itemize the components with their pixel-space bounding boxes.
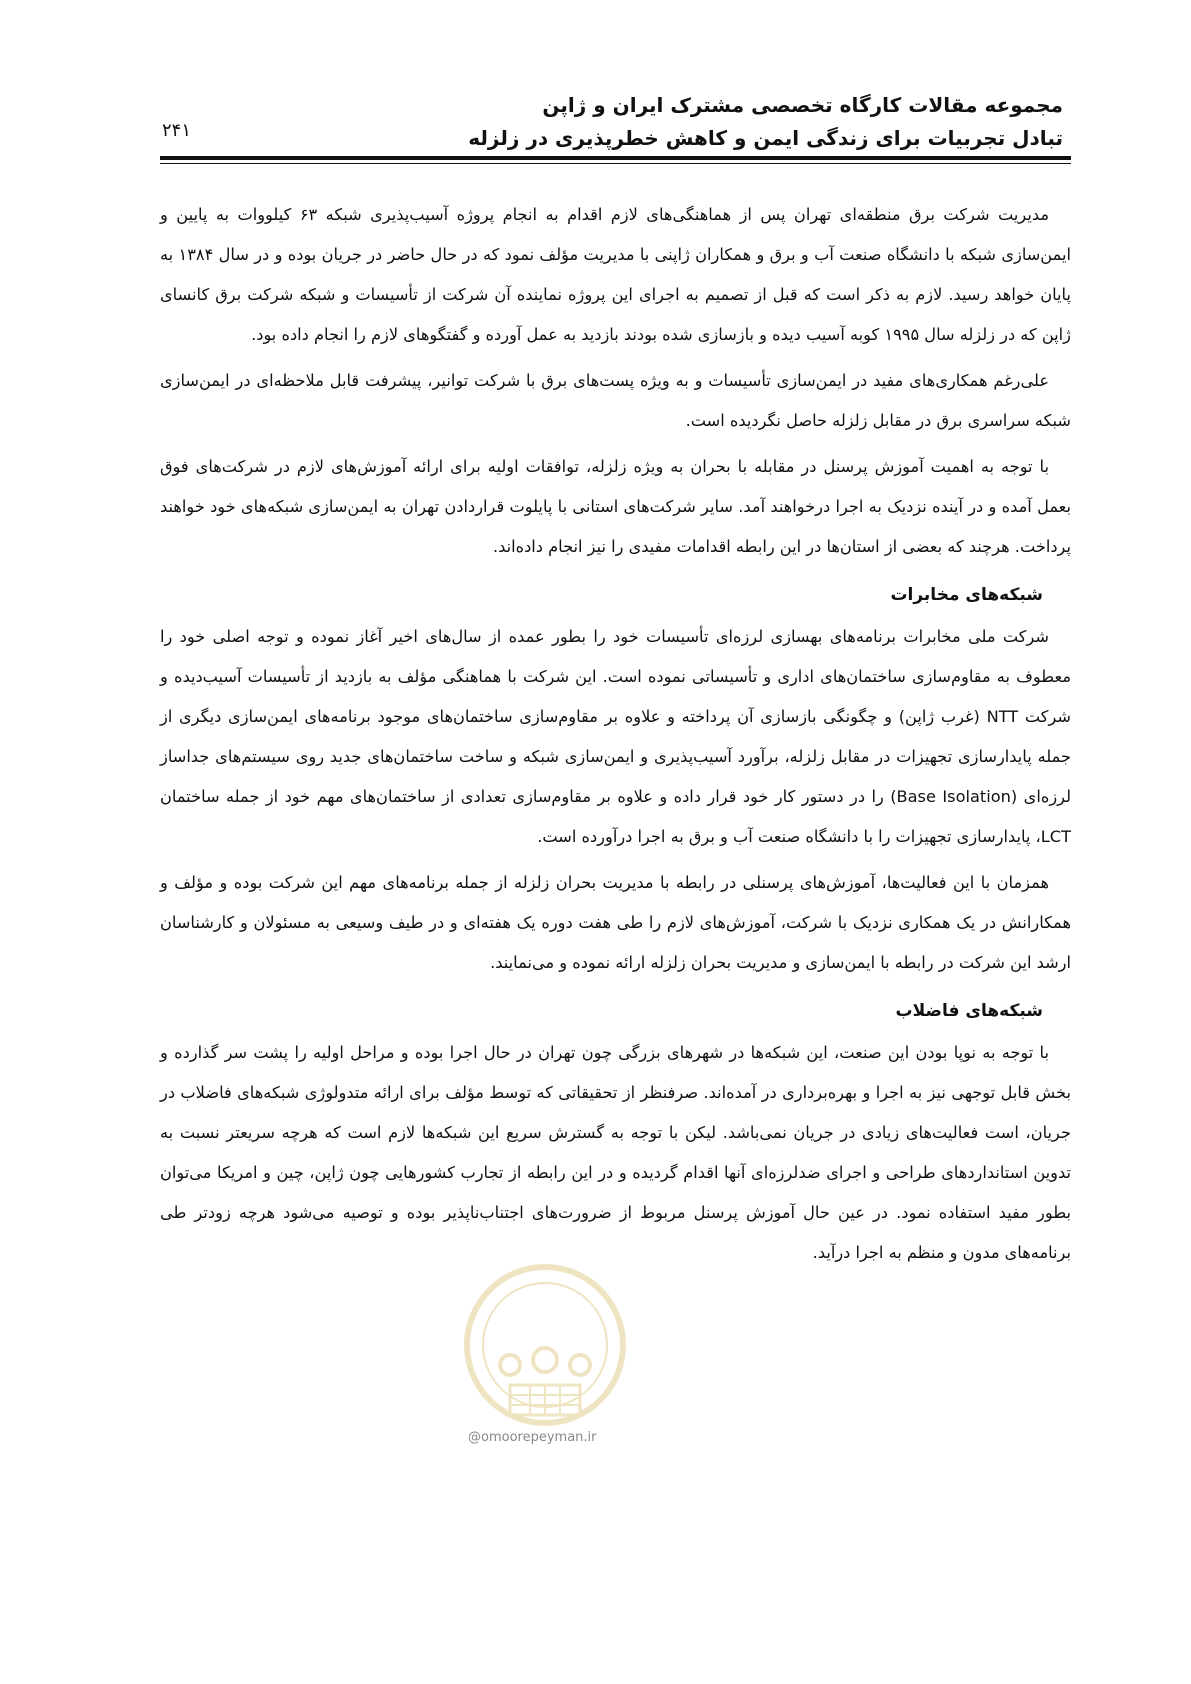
watermark-logo-icon [455, 1255, 635, 1455]
paragraph-telecom-company: شرکت ملی مخابرات برنامه‌های بهسازی لرزه‌ای تأسیسات خود را بطور عمده از سال‌های اخیر آغاز نموده و توجه اصلی خود را معطوف به مقاوم‌سازی ساختمان‌های اداری و تأسیساتی نموده است. این شرکت با هماهنگی مؤلف به بازدید از تأسیسات آسیب‌دیده و شرکت NTT (غرب ژاپن) و چگونگی بازسازی آن پرداخته و علاوه بر مقاوم‌سازی ساختمان‌های موجود برنامه‌های ایمن‌سازی دیگری از جمله پایدارسازی تجهیزات در مقابل زلزله، برآورد آسیب‌پذیری و ایمن‌سازی شبکه و ساخت ساختمان‌های جدید روی سیستم‌های جداساز لرزه‌ای (Base Isolation) را در دستور کار خود قرار داده و علاوه بر مقاوم‌سازی تعدادی از ساختمان‌های مهم خود از جمله ساختمان LCT، پایدارسازی تجهیزات را با دانشگاه صنعت آب و برق به اجرا درآورده است. [160, 627, 1071, 846]
paragraph-telecom-training: همزمان با این فعالیت‌ها، آموزش‌های پرسنلی در رابطه با مدیریت بحران زلزله از جمله برنامه‌های مهم این شرکت بوده و مؤلف و همکارانش در یک همکاری نزدیک با شرکت، آموزش‌های لازم را طی هفت دوره یک هفته‌ای و در طیف وسیعی به مسئولان و کارشناسان ارشد این شرکت در رابطه با ایمن‌سازی و مدیریت بحران زلزله ارائه نموده و می‌نمایند. [160, 873, 1071, 972]
heading-telecom-networks: شبکه‌های مخابرات [890, 585, 1043, 605]
header-title-line1: مجموعه مقالات کارگاه تخصصی مشترک ایران و ژاپن [542, 93, 1063, 117]
body-text [160, 195, 1071, 1279]
header-rule-thick [160, 156, 1071, 160]
paragraph-personnel-training: با توجه به اهمیت آموزش پرسنل در مقابله با بحران به ویژه زلزله، توافقات اولیه برای ارائه آموزش‌های لازم در شرکت‌های فوق بعمل آمده و در آینده نزدیک به اجرا درخواهند آمد. سایر شرکت‌های استانی با پایلوت قراردادن تهران به ایمن‌سازی شبکه‌های خود خواهند پرداخت. هرچند که بعضی از استان‌ها در این رابطه اقدامات مفیدی را نیز انجام داده‌اند. [160, 457, 1071, 556]
paragraph-electric-company: مدیریت شرکت برق منطقه‌ای تهران پس از هماهنگی‌های لازم اقدام به انجام پروژه آسیب‌پذیری شبکه ۶۳ کیلووات به پایین و ایمن‌سازی شبکه با دانشگاه صنعت آب و برق و همکاران ژاپنی با مدیریت مؤلف نمود که در حال حاضر در جریان بوده و در سال ۱۳۸۴ به پایان خواهد رسید. لازم به ذکر است که قبل از تصمیم به اجرای این پروژه نماینده آن شرکت از تأسیسات و شبکه شرکت برق کانسای ژاپن که در زلزله سال ۱۹۹۵ کوبه آسیب دیده و بازسازی شده بودند بازدید به عمل آورده و گفتگوهای لازم را انجام داده بود. [160, 205, 1071, 344]
header-rule-thin [160, 163, 1071, 164]
watermark-site-text: @omoorepeyman.ir [468, 1430, 597, 1445]
header-title-line2: تبادل تجربیات برای زندگی ایمن و کاهش خطرپذیری در زلزله [468, 126, 1063, 150]
heading-sewage-networks: شبکه‌های فاضلاب [895, 1001, 1043, 1021]
paragraph-tavanir: علی‌رغم همکاری‌های مفید در ایمن‌سازی تأسیسات و به ویژه پست‌های برق با شرکت توانیر، پیشرفت قابل ملاحظه‌ای در ایمن‌سازی شبکه سراسری برق در مقابل زلزله حاصل نگردیده است. [160, 371, 1071, 430]
paragraph-sewage: با توجه به نوپا بودن این صنعت، این شبکه‌ها در شهرهای بزرگی چون تهران در حال اجرا بوده و مراحل اولیه را پشت سر گذارده و بخش قابل توجهی نیز به اجرا و بهره‌برداری در آمده‌اند. صرفنظر از تحقیقاتی که توسط مؤلف برای ارائه متدولوژی شبکه‌های فاضلاب در جریان، است فعالیت‌های زیادی در جریان نمی‌باشد. لیکن با توجه به گسترش سریع این شبکه‌ها لازم است که هرچه سریعتر نسبت به تدوین استانداردهای طراحی و اجرای ضدلرزه‌ای آنها اقدام گردیده و در این رابطه از تجارب کشورهایی چون ژاپن، چین و امریکا می‌توان بطور مفید استفاده نمود. در عین حال آموزش پرسنل مربوط از ضرورت‌های اجتناب‌ناپذیر بوده و توصیه می‌شود هرچه زودتر طی برنامه‌های مدون و منظم به اجرا درآید. [160, 1043, 1071, 1262]
page-number: ۲۴۱ [162, 120, 192, 141]
